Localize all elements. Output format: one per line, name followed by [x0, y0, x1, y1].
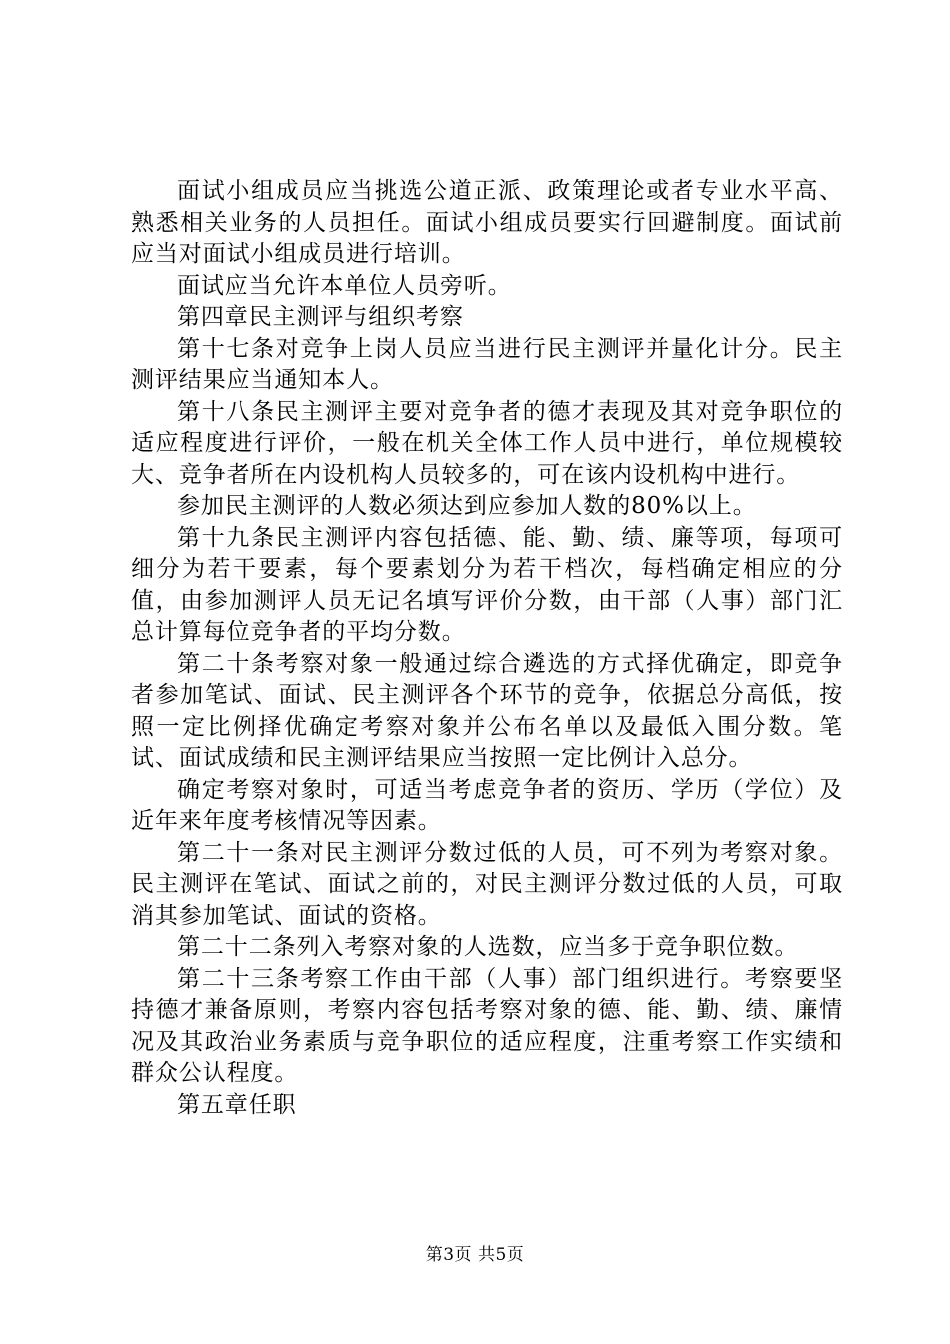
paragraph-interview-audience: 面试应当允许本单位人员旁听。	[177, 272, 512, 299]
article-17: 第十七条对竞争上岗人员应当进行民主测评并量化计分。民主测评结果应当通知本人。	[131, 335, 843, 393]
paragraph-participation-rate: 参加民主测评的人数必须达到应参加人数的80%以上。	[177, 493, 757, 519]
page-number-footer: 第3页 共5页	[425, 1245, 525, 1265]
chapter-4-heading: 第四章民主测评与组织考察	[177, 304, 464, 330]
article-19: 第十九条民主测评内容包括德、能、勤、绩、廉等项，每项可细分为若干要素，每个要素划分为若干档次，每档确定相应的分值，由参加测评人员无记名填写评价分数，由干部（人事）部门汇总计算每位竞争者的平均分数。	[131, 524, 843, 645]
paragraph-candidate-factors: 确定考察对象时，可适当考虑竞争者的资历、学历（学位）及近年来年度考核情况等因素。	[131, 776, 843, 834]
article-18: 第十八条民主测评主要对竞争者的德才表现及其对竞争职位的适应程度进行评价，一般在机关全体工作人员中进行，单位规模较大、竞争者所在内设机构人员较多的，可在该内设机构中进行。	[131, 398, 843, 488]
chapter-5-heading: 第五章任职	[177, 1091, 297, 1118]
document-body	[131, 176, 843, 1121]
article-23: 第二十三条考察工作由干部（人事）部门组织进行。考察要坚持德才兼备原则，考察内容包括考察对象的德、能、勤、绩、廉情况及其政治业务素质与竞争职位的适应程度，注重考察工作实绩和群众公认程度。	[131, 965, 843, 1086]
article-21: 第二十一条对民主测评分数过低的人员，可不列为考察对象。民主测评在笔试、面试之前的，对民主测评分数过低的人员，可取消其参加笔试、面试的资格。	[131, 839, 843, 929]
article-22: 第二十二条列入考察对象的人选数，应当多于竞争职位数。	[177, 934, 799, 960]
paragraph-interview-panel: 面试小组成员应当挑选公道正派、政策理论或者专业水平高、熟悉相关业务的人员担任。面试小组成员要实行回避制度。面试前应当对面试小组成员进行培训。	[131, 178, 843, 267]
article-20: 第二十条考察对象一般通过综合遴选的方式择优确定，即竞争者参加笔试、面试、民主测评各个环节的竞争，依据总分高低，按照一定比例择优确定考察对象并公布名单以及最低入围分数。笔试、面试成绩和民主测评结果应当按照一定比例计入总分。	[131, 650, 843, 771]
